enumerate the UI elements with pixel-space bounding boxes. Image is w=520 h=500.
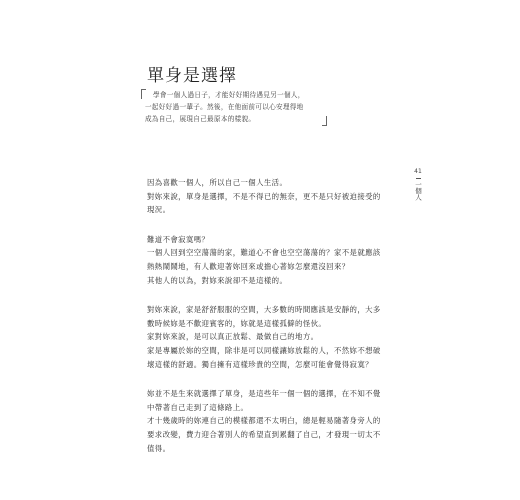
bracket-top-left [141, 89, 146, 99]
text-line: 家是專屬於妳的空間，除非是可以同樣讓妳放鬆的人，不然妳不想破 [147, 345, 381, 355]
text-line: 中帶著自己走到了這條路上。 [147, 402, 249, 412]
section-label: 一個人 [414, 181, 422, 201]
text-line: 要求改變，費力迎合著別人的希望直到累翻了自己，才發現一切太不 [147, 429, 381, 439]
text-line: 才十幾歲時的妳連自己的模樣都還不太明白，總是輕易隨著身旁人的 [147, 416, 381, 426]
text-line: 家對妳來說，是可以真正放鬆、最做自己的地方。 [147, 332, 319, 342]
text-line: 難道不會寂寞嗎？ [147, 234, 210, 244]
text-line: 對妳來說，單身是選擇，不是不得已的無奈，更不是只好被迫接受的 [147, 191, 381, 201]
text-line: 數時候妳是不歡迎賓客的，妳就是這樣孤僻的怪伙。 [147, 318, 327, 328]
epigraph-line: 一起好好過一輩子。然後，在他面前可以心安理得地 [145, 103, 304, 111]
text-line: 其他人的以為，對妳來說卻不是這樣的。 [147, 275, 288, 285]
text-line: 對妳來說，家是舒舒服服的空間，大多數的時間應該是安靜的，大多 [147, 305, 381, 315]
marker-divider [416, 178, 421, 179]
text-line: 妳並不是生來就選擇了單身，是這些年一個一個的選擇，在不知不覺 [147, 389, 381, 399]
text-line: 壞這樣的舒適。獨自擁有這樣珍貴的空間，怎麼可能會覺得寂寞？ [147, 359, 373, 369]
text-line: 熱熱鬧鬧地，有人歡迎著妳回來或擔心著妳怎麼還沒回來？ [147, 261, 350, 271]
text-line: 值得。 [147, 443, 171, 453]
paragraph [147, 303, 387, 371]
chapter-title: 單身是選擇 [147, 66, 237, 86]
text-line: 因為喜歡一個人，所以自己一個人生活。 [147, 178, 288, 187]
page-number: 41 [414, 168, 422, 175]
paragraph [147, 233, 387, 287]
bracket-bottom-right [322, 116, 327, 126]
epigraph [141, 89, 327, 126]
paragraph [147, 387, 387, 455]
epigraph-line: 學會一個人過日子，才能好好期待遇見另一個人， [153, 91, 305, 99]
text-line: 現況。 [147, 205, 171, 215]
page-marker [412, 168, 424, 201]
epigraph-line: 成為自己，展現自己最原本的樣貌。 [145, 115, 256, 123]
body-text [147, 176, 387, 471]
text-line: 一個人回到空空蕩蕩的家，難道心不會也空空蕩蕩的？家不是就應該 [147, 248, 381, 258]
paragraph [147, 176, 387, 217]
